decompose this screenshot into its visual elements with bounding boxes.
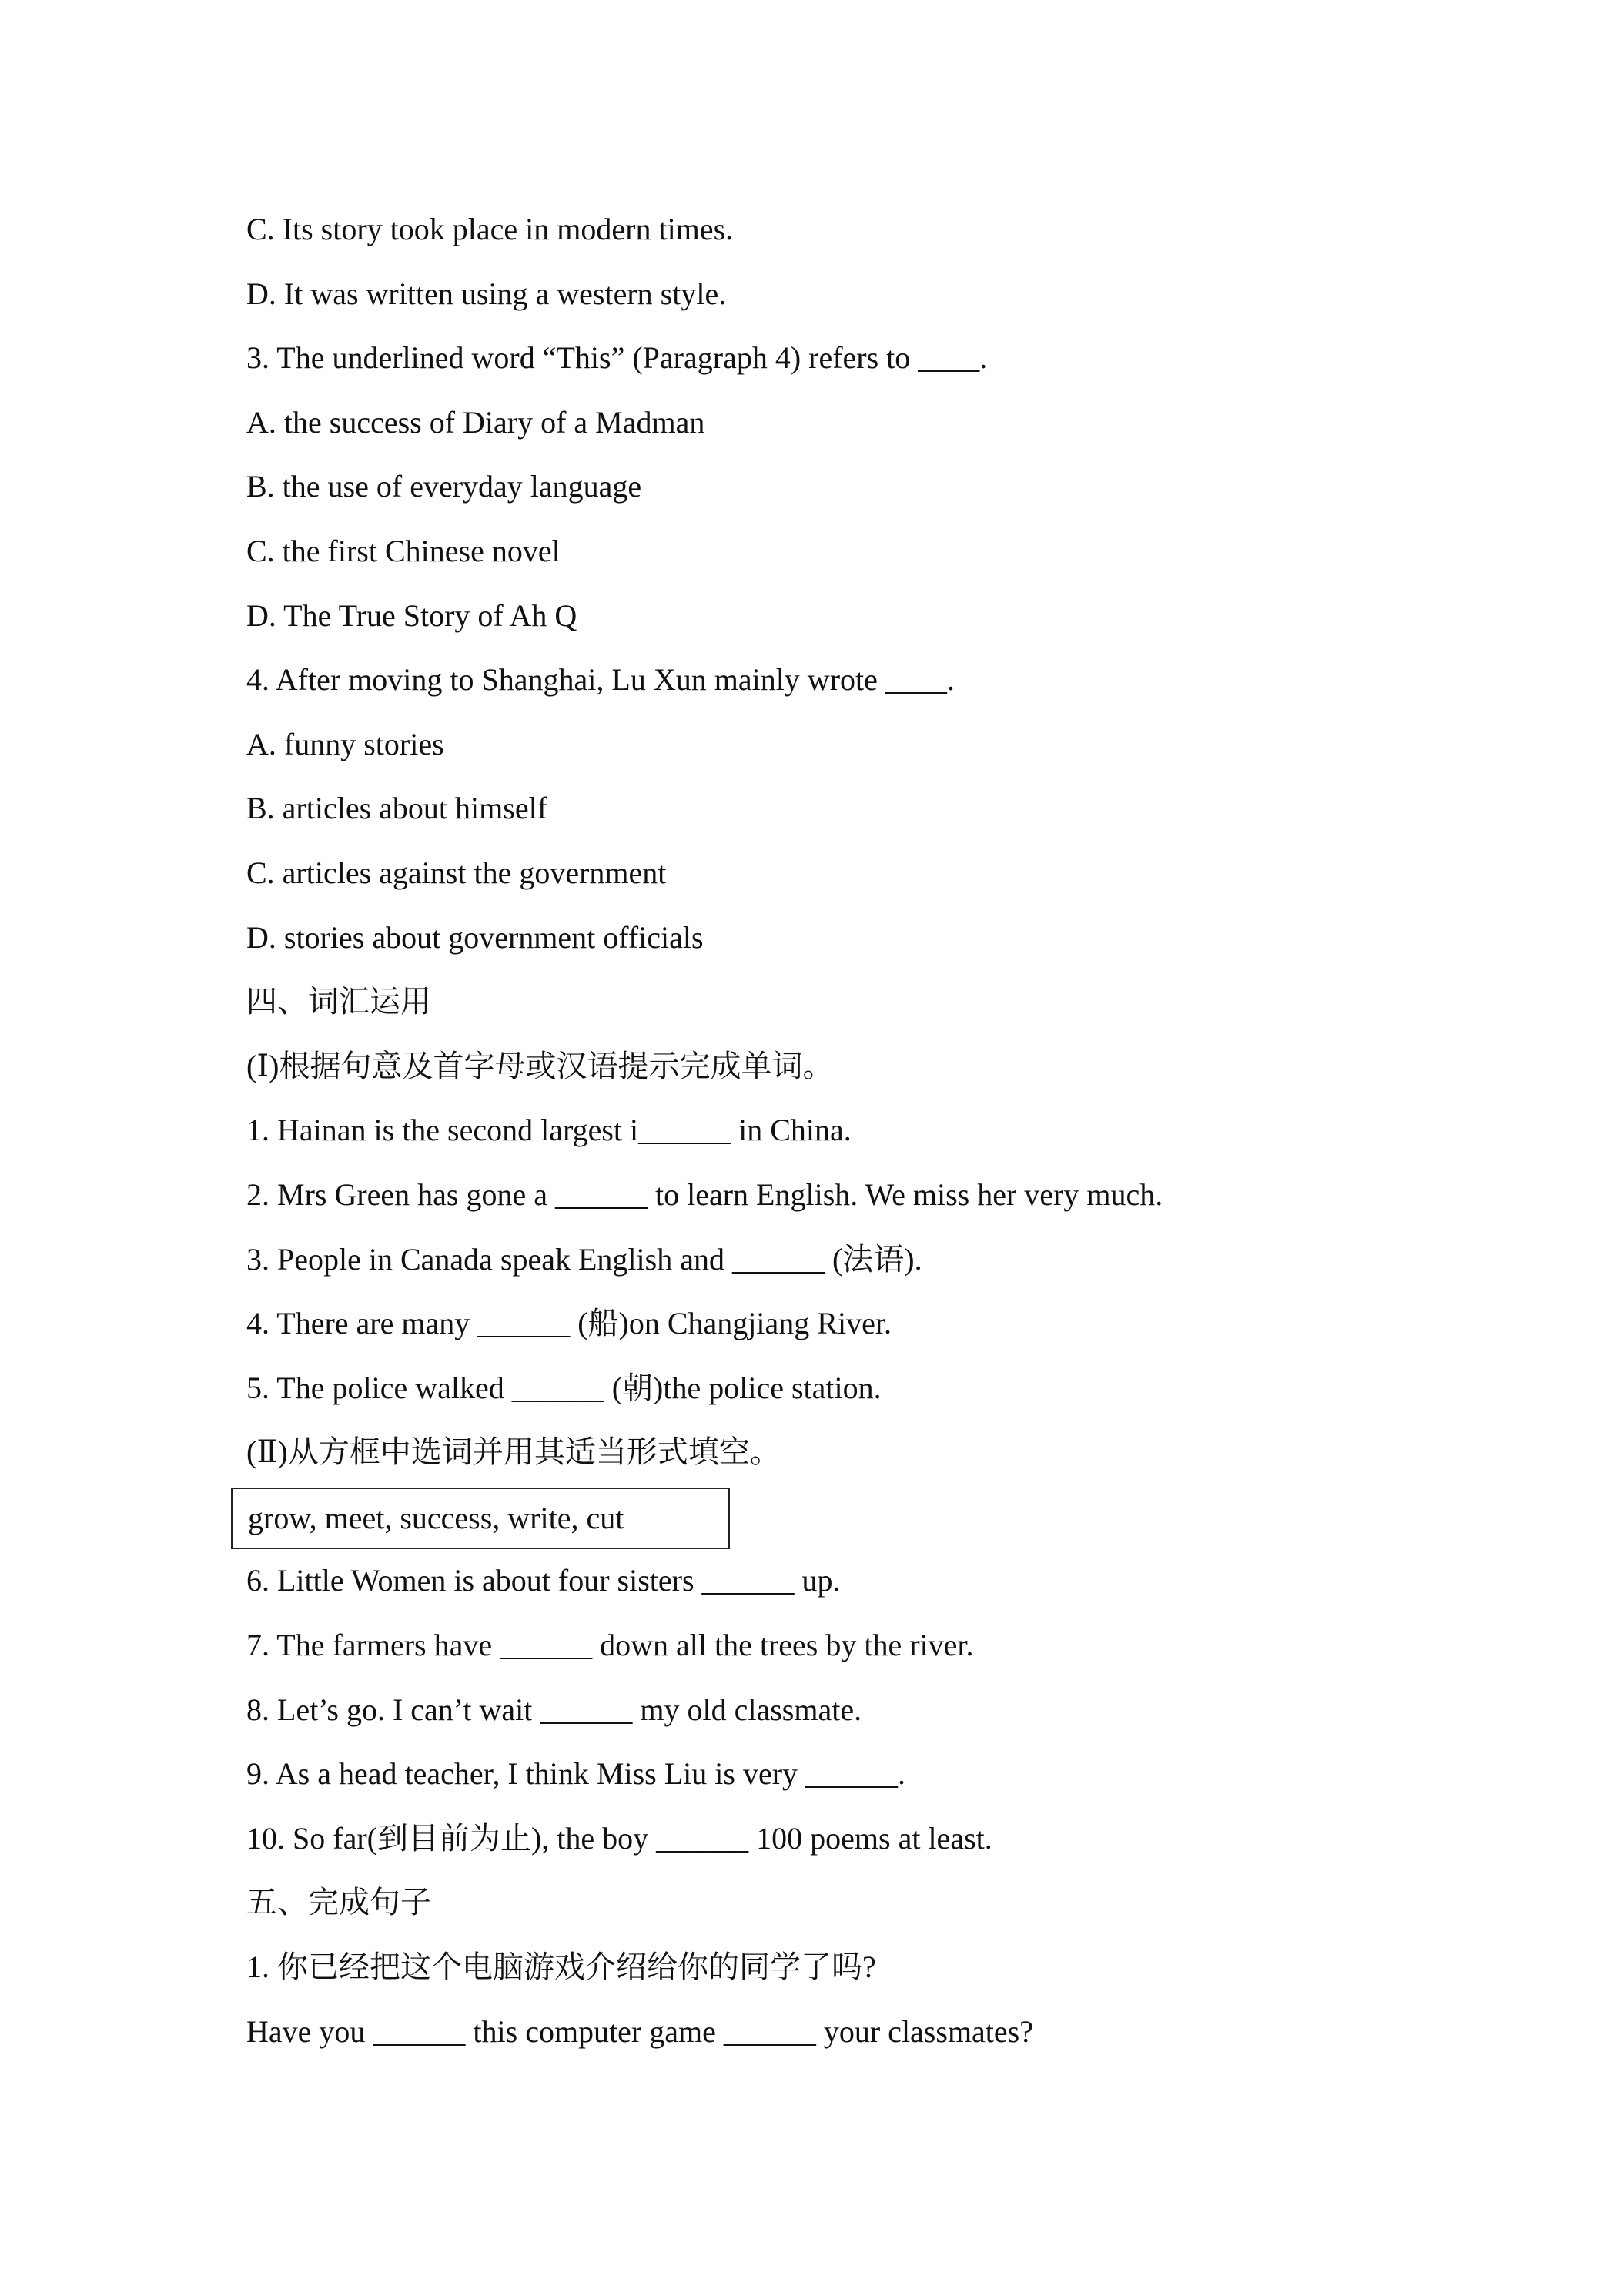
question-4-option-c: C. articles against the government (246, 855, 667, 890)
vocab-item-2: 2. Mrs Green has gone a ______ to learn English. We miss her very much. (246, 1176, 1163, 1212)
question-4-option-d: D. stories about government officials (246, 919, 704, 955)
vocab-item-5: 5. The police walked ______ (朝)the police station. (246, 1370, 882, 1405)
question-4-option-a: A. funny stories (246, 726, 444, 761)
fill-item-7: 7. The farmers have ______ down all the trees by the river. (246, 1628, 974, 1663)
worksheet-content (246, 206, 1555, 2073)
part-1-instructions: (Ⅰ)根据句意及首字母或汉语提示完成单词。 (246, 1048, 834, 1083)
word-box-row (246, 1494, 1555, 1558)
question-4: 4. After moving to Shanghai, Lu Xun mainly wrote ____. (246, 662, 955, 698)
option-d-western-style: D. It was written using a western style. (246, 276, 727, 311)
question-3: 3. The underlined word “This” (Paragraph 4) refers to ____. (246, 340, 988, 376)
question-3-option-a: A. the success of Diary of a Madman (246, 404, 705, 440)
fill-item-10: 10. So far(到目前为止), the boy ______ 100 poems at least. (246, 1820, 992, 1856)
vocab-item-3: 3. People in Canada speak English and ______ (法语). (246, 1241, 922, 1277)
vocab-item-1: 1. Hainan is the second largest i______ in China. (246, 1113, 852, 1148)
fill-item-9: 9. As a head teacher, I think Miss Liu is very ______. (246, 1756, 906, 1792)
section-4-heading: 四、词汇运用 (246, 984, 431, 1019)
fill-item-8: 8. Let’s go. I can’t wait ______ my old classmate. (246, 1692, 862, 1727)
part-2-instructions: (Ⅱ)从方框中选词并用其适当形式填空。 (246, 1434, 781, 1470)
vocab-item-4: 4. There are many ______ (船)on Changjiang River. (246, 1306, 892, 1341)
sentence-1-chinese: 1. 你已经把这个电脑游戏介绍给你的同学了吗? (246, 1950, 876, 1985)
option-c-story-time: C. Its story took place in modern times. (246, 212, 734, 246)
word-box: grow, meet, success, write, cut (231, 1488, 730, 1549)
sentence-1-english: Have you ______ this computer game ______ your classmates? (246, 2013, 1033, 2049)
question-3-option-b: B. the use of everyday language (246, 469, 642, 504)
question-3-option-c: C. the first Chinese novel (246, 533, 561, 568)
section-5-heading: 五、完成句子 (246, 1885, 431, 1920)
question-4-option-b: B. articles about himself (246, 791, 548, 826)
question-3-option-d: D. The True Story of Ah Q (246, 597, 577, 633)
fill-item-6: 6. Little Women is about four sisters ______ up. (246, 1563, 841, 1598)
